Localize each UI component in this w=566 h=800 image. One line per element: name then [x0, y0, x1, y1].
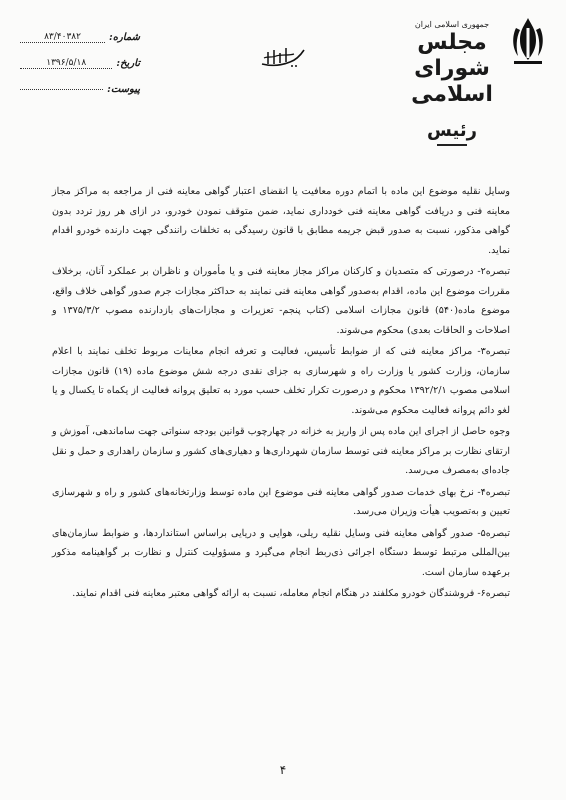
note-2-paragraph: تبصره۲- درصورتی که متصدیان و کارکنان مراکز مجاز معاینه فنی و یا مأموران و ناظران بر عملکرد آنان، برخلاف مقررات موضوع این ماده، اقدام به‌صدور گواهی معاینه فنی نمایند به حداکثر مجازات جرم صدور گواهی خلاف واقع، موضوع ماده(۵۴۰) قانون مجازات اسلامی (کتاب پنجم- تعزیرات و مجازات‌های بازدارنده مصوب ۱۳۷۵/۳/۲ و اصلاحات و الحاقات بعدی) محکوم می‌شوند. [52, 266, 511, 336]
parliament-name: مجلس شورای اسلامی [411, 30, 493, 107]
note-4-paragraph: تبصره۴- نرخ بهای خدمات صدور گواهی معاینه فنی موضوع این ماده توسط وزارتخانه‌های کشور و راه و شهرسازی تعیین و به‌تصویب هیأت وزیران می‌رسد. [52, 486, 510, 517]
basmala-calligraphy [260, 44, 306, 70]
revenue-paragraph: وجوه حاصل از اجرای این ماده پس از واریز به خزانه در چهارچوب قوانین بودجه سنواتی جهت ساماندهی، آموزش و ارتقای نظارت بر مراکز معاینه فنی توسط سازمان شهرداری‌ها و دهیاری‌های کشور و سازمان راهداری و حمل و نقل جاده‌ای به‌مصرف می‌رسد. [52, 426, 510, 476]
office-underline [437, 144, 467, 146]
letter-meta [20, 24, 140, 102]
office-title: رئیس [427, 120, 477, 141]
note-3-paragraph: تبصره۳- مراکز معاینه فنی که از ضوابط تأسیس، فعالیت و تعرفه انجام معاینات مربوط تخلف نمایند با اعلام سازمان، وزارت کشور یا وزارت راه و شهرسازی به جزای نقدی درجه شش موضوع ماده (۱۹) قانون مجازات اسلامی مصوب ۱۳۹۲/۲/۱ محکوم و درصورت تکرار تخلف حسب مورد به تعلیق پروانه فعالیت از یکماه تا یکسال و یا لغو دائم پروانه فعالیت محکوم می‌شوند. [52, 346, 510, 416]
attachment-value [20, 89, 103, 90]
date-label: تاریخ: [116, 57, 140, 69]
date-value: ۱۳۹۶/۵/۱۸ [20, 58, 112, 69]
republic-line: جمهوری اسلامی ایران [414, 20, 490, 29]
number-label: شماره: [109, 31, 140, 43]
attachment-row [20, 76, 140, 102]
date-row [20, 50, 140, 76]
note-6-paragraph: تبصره۶- فروشندگان خودرو مکلفند در هنگام انجام معامله، نسبت به ارائه گواهی معتبر معاینه فنی اقدام نمایند. [72, 588, 510, 599]
iran-emblem-icon [508, 14, 548, 66]
page-number: ۴ [279, 763, 287, 777]
letterhead-masthead [404, 20, 500, 146]
letter-body [52, 182, 510, 606]
number-row [20, 24, 140, 50]
note-5-paragraph: تبصره۵- صدور گواهی معاینه فنی وسایل نقلیه ریلی، هوایی و دریایی براساس استانداردها، و ضوابط سازمان‌های بین‌المللی مرتبط توسط دستگاه اجرائی ذی‌ربط انجام می‌گیرد و مسؤولیت کنترل و نظارت بر گواهینامه مذکور برعهده سازمان است. [52, 527, 510, 578]
attachment-label: پیوست: [107, 83, 140, 95]
paragraph-1: وسایل نقلیه موضوع این ماده با اتمام دوره معافیت یا انقضای اعتبار گواهی معاینه فنی از مراجعه به مراکز مجاز معاینه فنی و دریافت گواهی معاینه فنی خودداری نماید، ضمن متوقف نمودن خودرو، در ازای هر روز تردد بدون گواهی مذکور، نسبت به صدور قبض جریمه مطابق با قانون رسیدگی به تخلفات رانندگی جهت دارنده خودرو اقدام نماید. [52, 186, 510, 256]
number-value: ۸۳/۴۰۳۸۲ [20, 32, 105, 43]
